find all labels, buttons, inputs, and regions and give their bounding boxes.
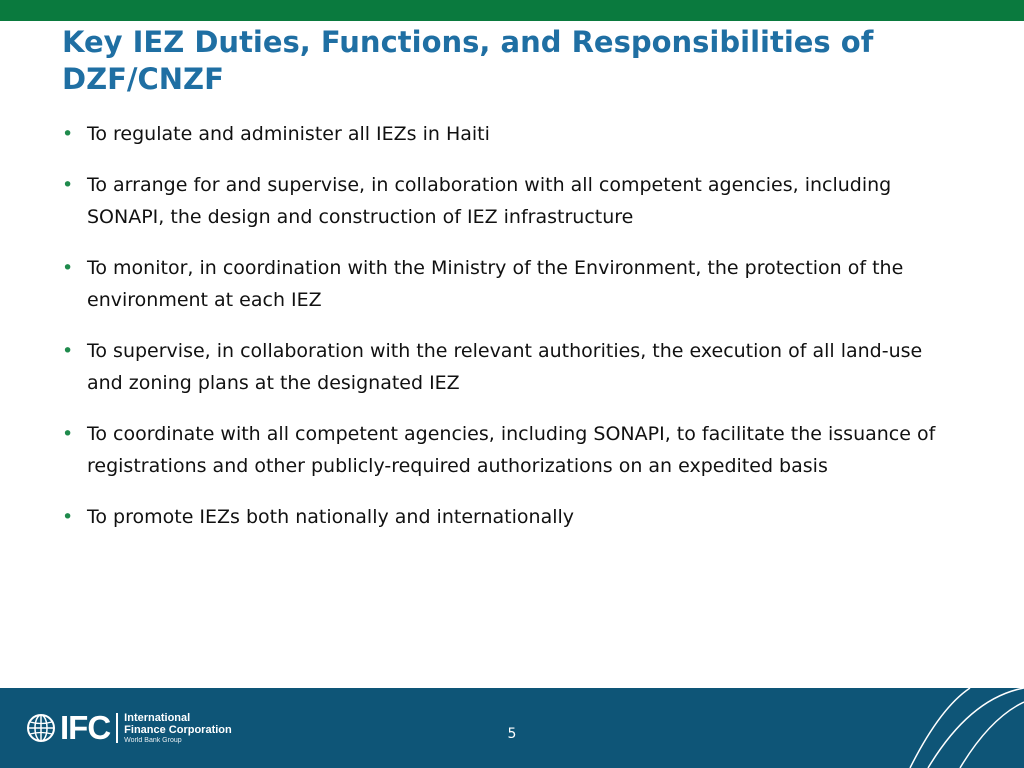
top-accent-bar [0,0,1024,21]
bullet-icon: • [62,257,74,279]
bullet-item [62,169,942,233]
bullet-text: To regulate and administer all IEZs in Haiti [87,123,490,145]
logo-text [124,712,232,745]
bullet-list [62,118,942,552]
bullet-text: To supervise, in collaboration with the relevant authorities, the execution of all land-use and zoning plans at the designated IEZ [87,340,923,394]
bullet-icon: • [62,423,74,445]
bullet-icon: • [62,340,74,362]
bullet-icon: • [62,123,74,145]
logo-divider [116,713,118,743]
bullet-item [62,501,942,533]
decorative-swoosh [900,688,1024,768]
logo-line-2: Finance Corporation [124,723,232,736]
bullet-item [62,335,942,399]
footer-bar [0,688,1024,768]
slide-title: Key IEZ Duties, Functions, and Responsibilities of DZF/CNZF [62,25,874,96]
globe-icon [26,713,56,743]
bullet-item [62,252,942,316]
bullet-text: To coordinate with all competent agencies, including SONAPI, to facilitate the issuance of registrations and other publicly-required authorizations on an expedited basis [87,423,936,477]
logo-line-1: International [124,711,191,724]
bullet-item [62,418,942,482]
bullet-text: To promote IEZs both nationally and internationally [87,506,575,528]
bullet-item [62,118,942,150]
bullet-text: To monitor, in coordination with the Ministry of the Environment, the protection of the environment at each IEZ [87,257,904,311]
ifc-logo [26,710,232,746]
bullet-text: To arrange for and supervise, in collaboration with all competent agencies, including SONAPI, the design and construction of IEZ infrastructure [87,174,892,228]
bullet-icon: • [62,506,74,528]
logo-line-3: World Bank Group [124,736,182,744]
bullet-icon: • [62,174,74,196]
logo-wordmark: IFC [60,709,111,746]
page-number: 5 [507,726,517,742]
